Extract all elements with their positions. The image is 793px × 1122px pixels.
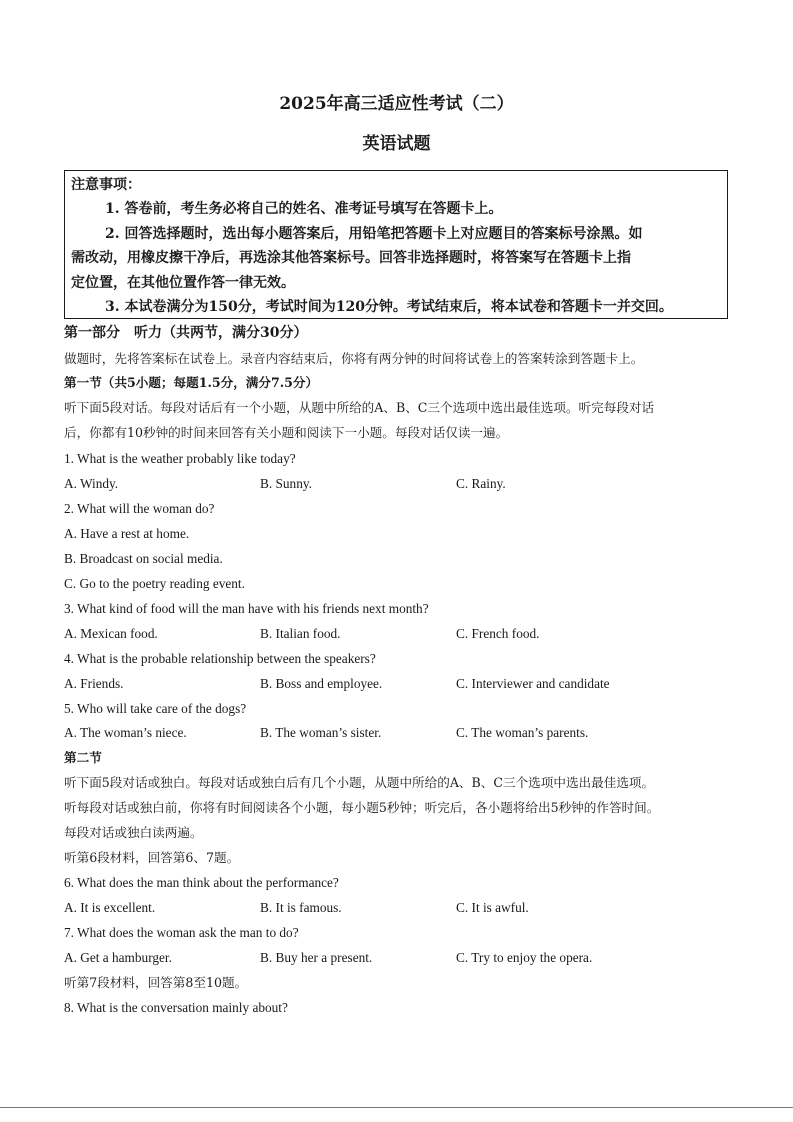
question-1-option-c: C. Rainy.	[456, 476, 506, 491]
question-5-option-c: C. The woman’s parents.	[456, 725, 589, 740]
question-7-option-a: A. Get a hamburger.	[64, 950, 172, 965]
question-2-stem: 2. What will the woman do?	[64, 501, 215, 516]
question-2-option-b: B. Broadcast on social media.	[64, 551, 223, 566]
question-1-stem: 1. What is the weather probably like today?	[64, 451, 296, 466]
section2-desc-line-3: 每段对话或独白读两遍。	[64, 825, 203, 840]
material-6-instruction: 听第6段材料，回答第6、7题。	[64, 850, 240, 865]
question-4-option-c: C. Interviewer and candidate	[456, 676, 610, 691]
question-6-option-a: A. It is excellent.	[64, 900, 156, 915]
part1-instruction: 做题时，先将答案标在试卷上。录音内容结束后，你将有两分钟的时间将试卷上的答案转涂到答题卡上。	[64, 351, 644, 366]
notice-item-2-line-2: 需改动，用橡皮擦干净后，再选涂其他答案标号。回答非选择题时，将答案写在答题卡上指	[71, 250, 631, 267]
question-5-stem: 5. Who will take care of the dogs?	[64, 701, 247, 716]
question-7-stem: 7. What does the woman ask the man to do?	[64, 925, 299, 940]
question-3-stem: 3. What kind of food will the man have with his friends next month?	[64, 601, 429, 616]
notice-heading: 注意事项：	[71, 177, 141, 193]
question-3-option-a: A. Mexican food.	[64, 626, 158, 641]
question-3-option-b: B. Italian food.	[260, 626, 341, 641]
question-2-option-a: A. Have a rest at home.	[64, 526, 190, 541]
question-6-option-c: C. It is awful.	[456, 900, 529, 915]
section2-desc-line-2: 听每段对话或独白前，你将有时间阅读各个小题，每小题5秒钟；听完后，各小题将给出5秒钟的作答时间。	[64, 800, 660, 815]
question-6-stem: 6. What does the man think about the performance?	[64, 875, 339, 890]
section2-heading: 第二节	[64, 750, 102, 765]
notice-item-2-line-3: 定位置，在其他位置作答一律无效。	[71, 274, 295, 291]
question-7-option-b: B. Buy her a present.	[260, 950, 373, 965]
exam-subtitle: 英语试题	[362, 134, 431, 154]
page-bottom-divider	[0, 1107, 793, 1108]
section1-desc-line-2: 后，你都有10秒钟的时间来回答有关小题和阅读下一小题。每段对话仅读一遍。	[64, 425, 509, 440]
question-1-option-a: A. Windy.	[64, 476, 119, 491]
material-7-instruction: 听第7段材料，回答第8至10题。	[64, 975, 248, 990]
question-1-option-b: B. Sunny.	[260, 476, 312, 491]
question-4-option-b: B. Boss and employee.	[260, 676, 383, 691]
section1-heading: 第一节（共5小题；每题1.5分，满分7.5分）	[64, 375, 319, 390]
question-2-option-c: C. Go to the poetry reading event.	[64, 576, 245, 591]
question-8-stem: 8. What is the conversation mainly about?	[64, 1000, 288, 1015]
exam-title: 2025年高三适应性考试（二）	[279, 94, 514, 114]
notice-item-3: 3. 本试卷满分为150分，考试时间为120分钟。考试结束后，将本试卷和答题卡一并交回。	[105, 299, 673, 316]
part1-heading: 第一部分 听力（共两节，满分30分）	[64, 325, 308, 341]
notice-item-1: 1. 答卷前，考生务必将自己的姓名、准考证号填写在答题卡上。	[105, 201, 503, 218]
question-6-option-b: B. It is famous.	[260, 900, 342, 915]
question-5-option-a: A. The woman’s niece.	[64, 725, 187, 740]
question-7-option-c: C. Try to enjoy the opera.	[456, 950, 593, 965]
section2-desc-line-1: 听下面5段对话或独白。每段对话或独白后有几个小题，从题中所给的A、B、C三个选项中选出最佳选项。	[64, 775, 655, 790]
question-3-option-c: C. French food.	[456, 626, 540, 641]
question-4-option-a: A. Friends.	[64, 676, 124, 691]
question-4-stem: 4. What is the probable relationship between the speakers?	[64, 651, 376, 666]
section1-desc-line-1: 听下面5段对话。每段对话后有一个小题，从题中所给的A、B、C三个选项中选出最佳选项。听完每段对话	[64, 400, 655, 415]
question-5-option-b: B. The woman’s sister.	[260, 725, 382, 740]
notice-box	[64, 170, 728, 319]
notice-item-2-line-1: 2. 回答选择题时，选出每小题答案后，用铅笔把答题卡上对应题目的答案标号涂黑。如	[105, 225, 643, 242]
